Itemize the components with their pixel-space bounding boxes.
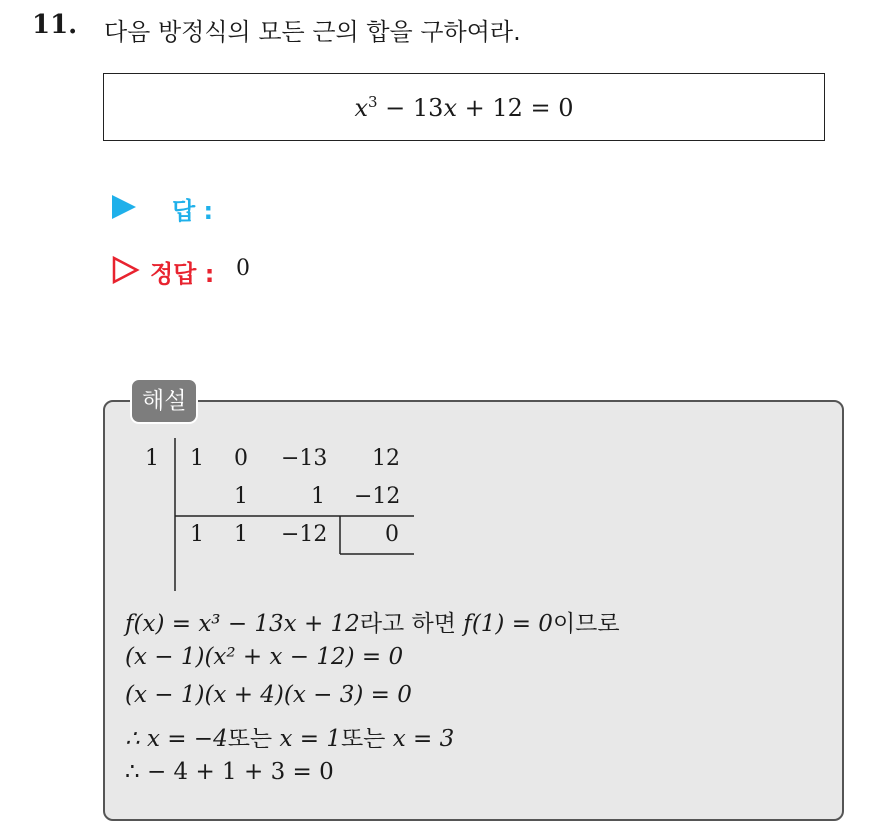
korean-text: 또는: [340, 726, 386, 752]
correct-answer-label: 정답 :: [150, 260, 215, 288]
answer-label: 답 :: [172, 197, 214, 225]
math-text: x = 1: [272, 726, 341, 752]
korean-text: 이므로: [552, 611, 620, 637]
solution-tab: 해설: [130, 378, 198, 424]
math-text: (x − 1)(x + 4)(x − 3) = 0: [125, 682, 412, 708]
korean-text: 라고 하면: [359, 611, 456, 637]
math-text: ∴ x = −4: [125, 726, 228, 752]
syn-r3-c2: 1: [234, 522, 248, 547]
syn-r1-c4: 12: [372, 446, 400, 471]
answer-marker-icon: [112, 195, 136, 219]
solution-line-4: [125, 720, 454, 753]
syn-r1-c2: 0: [234, 446, 248, 471]
question-text: 다음 방정식의 모든 근의 합을 구하여라.: [104, 18, 521, 46]
solution-line-3: [125, 682, 412, 708]
equation-var: x: [354, 93, 368, 122]
syn-r1-c3: −13: [281, 446, 328, 471]
syn-r3-c1: 1: [190, 522, 204, 547]
solution-line-5: [125, 759, 334, 785]
math-text: x = 3: [385, 726, 455, 752]
equation: [354, 93, 573, 122]
syn-divisor: 1: [145, 446, 159, 471]
equation-exponent: 3: [368, 92, 378, 111]
solution-line-2: [125, 644, 403, 670]
math-text: f(1) = 0: [456, 611, 553, 637]
equation-part: − 13: [377, 93, 444, 122]
solution-line-1: [125, 605, 620, 638]
math-text: ∴ − 4 + 1 + 3 = 0: [125, 759, 334, 785]
math-text: (x − 1)(x² + x − 12) = 0: [125, 644, 404, 670]
question-number: 11.: [32, 10, 78, 40]
correct-answer-value: 0: [236, 256, 250, 281]
syn-r2-c2: 1: [234, 484, 248, 509]
equation-var: x: [443, 93, 457, 122]
syn-r2-c3: 1: [311, 484, 325, 509]
equation-part: + 12 = 0: [457, 93, 574, 122]
equation-box: [103, 73, 825, 141]
korean-text: 또는: [227, 726, 273, 752]
math-text: f(x) = x³ − 13x + 12: [125, 611, 360, 637]
syn-r2-c4: −12: [354, 484, 401, 509]
syn-r1-c1: 1: [190, 446, 204, 471]
syn-r3-c3: −12: [281, 522, 328, 547]
syn-r3-c4: 0: [385, 522, 399, 547]
correct-answer-marker-icon: [112, 256, 140, 284]
